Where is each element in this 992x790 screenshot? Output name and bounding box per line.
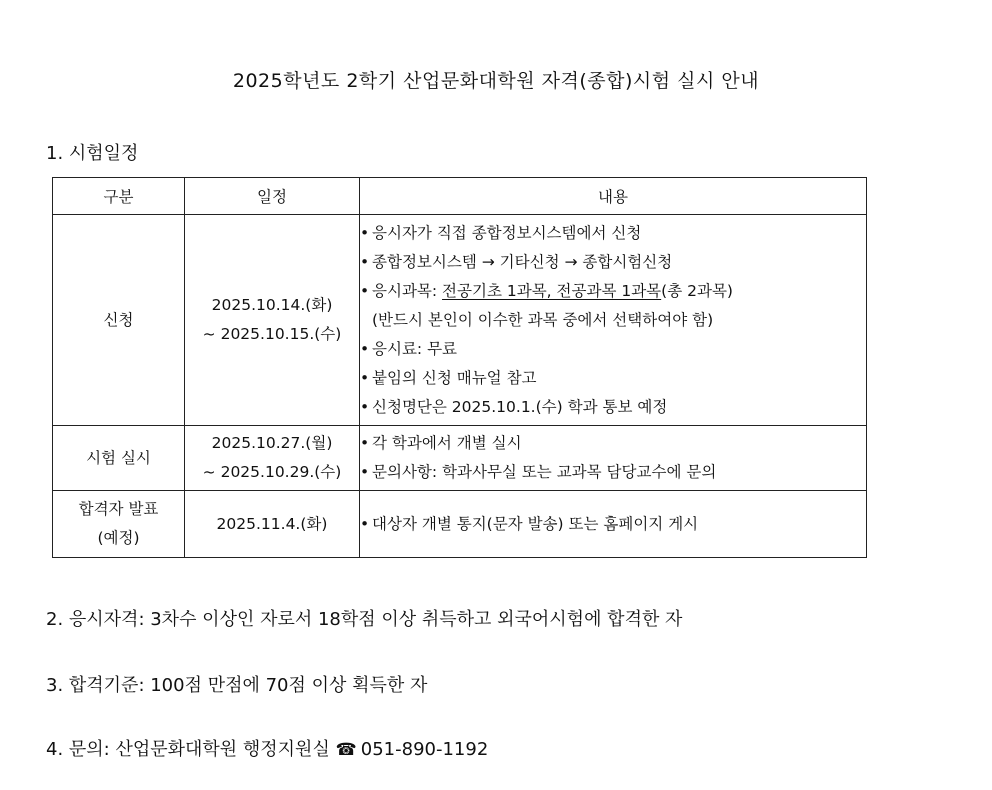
section-contact	[46, 735, 488, 761]
telephone-icon: ☎	[335, 740, 357, 760]
list-item: • 응시료: 무료	[360, 335, 866, 364]
contact-label: 4. 문의: 산업문화대학원 행정지원실	[46, 739, 330, 760]
list-item: • 붙임의 신청 매뉴얼 참고	[360, 364, 866, 393]
page-title: 2025학년도 2학기 산업문화대학원 자격(종합)시험 실시 안내	[232, 70, 760, 92]
bullet-icon: •	[360, 397, 370, 416]
row-category: 신청	[53, 215, 185, 426]
date-start: 2025.10.27.(월)	[211, 434, 333, 452]
date-end: ~ 2025.10.15.(수)	[202, 325, 342, 343]
date-start: 2025.10.14.(화)	[211, 296, 333, 314]
bullet-icon: •	[360, 368, 370, 387]
table-row-application	[53, 215, 867, 426]
row-date	[185, 215, 360, 426]
table-row-announcement	[53, 491, 867, 558]
bullet-icon: •	[360, 281, 370, 300]
row-date: 2025.11.4.(화)	[185, 491, 360, 558]
row-content	[360, 491, 867, 558]
bullet-icon: •	[360, 339, 370, 358]
section-schedule-heading: 1. 시험일정	[46, 143, 139, 164]
section-pass-criteria: 3. 합격기준: 100점 만점에 70점 이상 획득한 자	[46, 675, 428, 696]
bullet-icon: •	[360, 252, 370, 271]
date-end: ~ 2025.10.29.(수)	[202, 463, 342, 481]
bullet-icon: •	[360, 463, 370, 481]
bullet-icon: •	[360, 434, 370, 452]
list-item: • 대상자 개별 통지(문자 발송) 또는 홈페이지 게시	[360, 510, 866, 539]
row-content	[360, 215, 867, 426]
list-item: • 종합정보시스템 → 기타신청 → 종합시험신청	[360, 248, 866, 277]
subjects-underlined: 전공기초 1과목, 전공과목 1과목	[442, 281, 662, 300]
row-content	[360, 426, 867, 491]
row-category: 합격자 발표 (예정)	[53, 491, 185, 558]
table-row-exam	[53, 426, 867, 491]
list-item: • 각 학과에서 개별 실시	[360, 429, 866, 458]
row-date	[185, 426, 360, 491]
row-category: 시험 실시	[53, 426, 185, 491]
table-header-row	[53, 178, 867, 215]
bullet-icon: •	[360, 223, 370, 242]
header-category: 구분	[53, 178, 185, 215]
list-item: • 신청명단은 2025.10.1.(수) 학과 통보 예정	[360, 393, 866, 422]
header-date: 일정	[185, 178, 360, 215]
list-item-subjects: • 응시과목: 전공기초 1과목, 전공과목 1과목(총 2과목)	[360, 277, 866, 306]
contact-phone: 051-890-1192	[360, 739, 489, 760]
list-item: • 문의사항: 학과사무실 또는 교과목 담당교수에 문의	[360, 458, 866, 487]
schedule-table	[52, 177, 867, 558]
section-eligibility: 2. 응시자격: 3차수 이상인 자로서 18학점 이상 취득하고 외국어시험에 합격한 자	[46, 609, 683, 630]
subjects-note: (반드시 본인이 이수한 과목 중에서 선택하여야 함)	[372, 310, 714, 329]
list-item: • 응시자가 직접 종합정보시스템에서 신청	[360, 219, 866, 248]
bullet-icon: •	[360, 514, 370, 533]
header-content: 내용	[360, 178, 867, 215]
